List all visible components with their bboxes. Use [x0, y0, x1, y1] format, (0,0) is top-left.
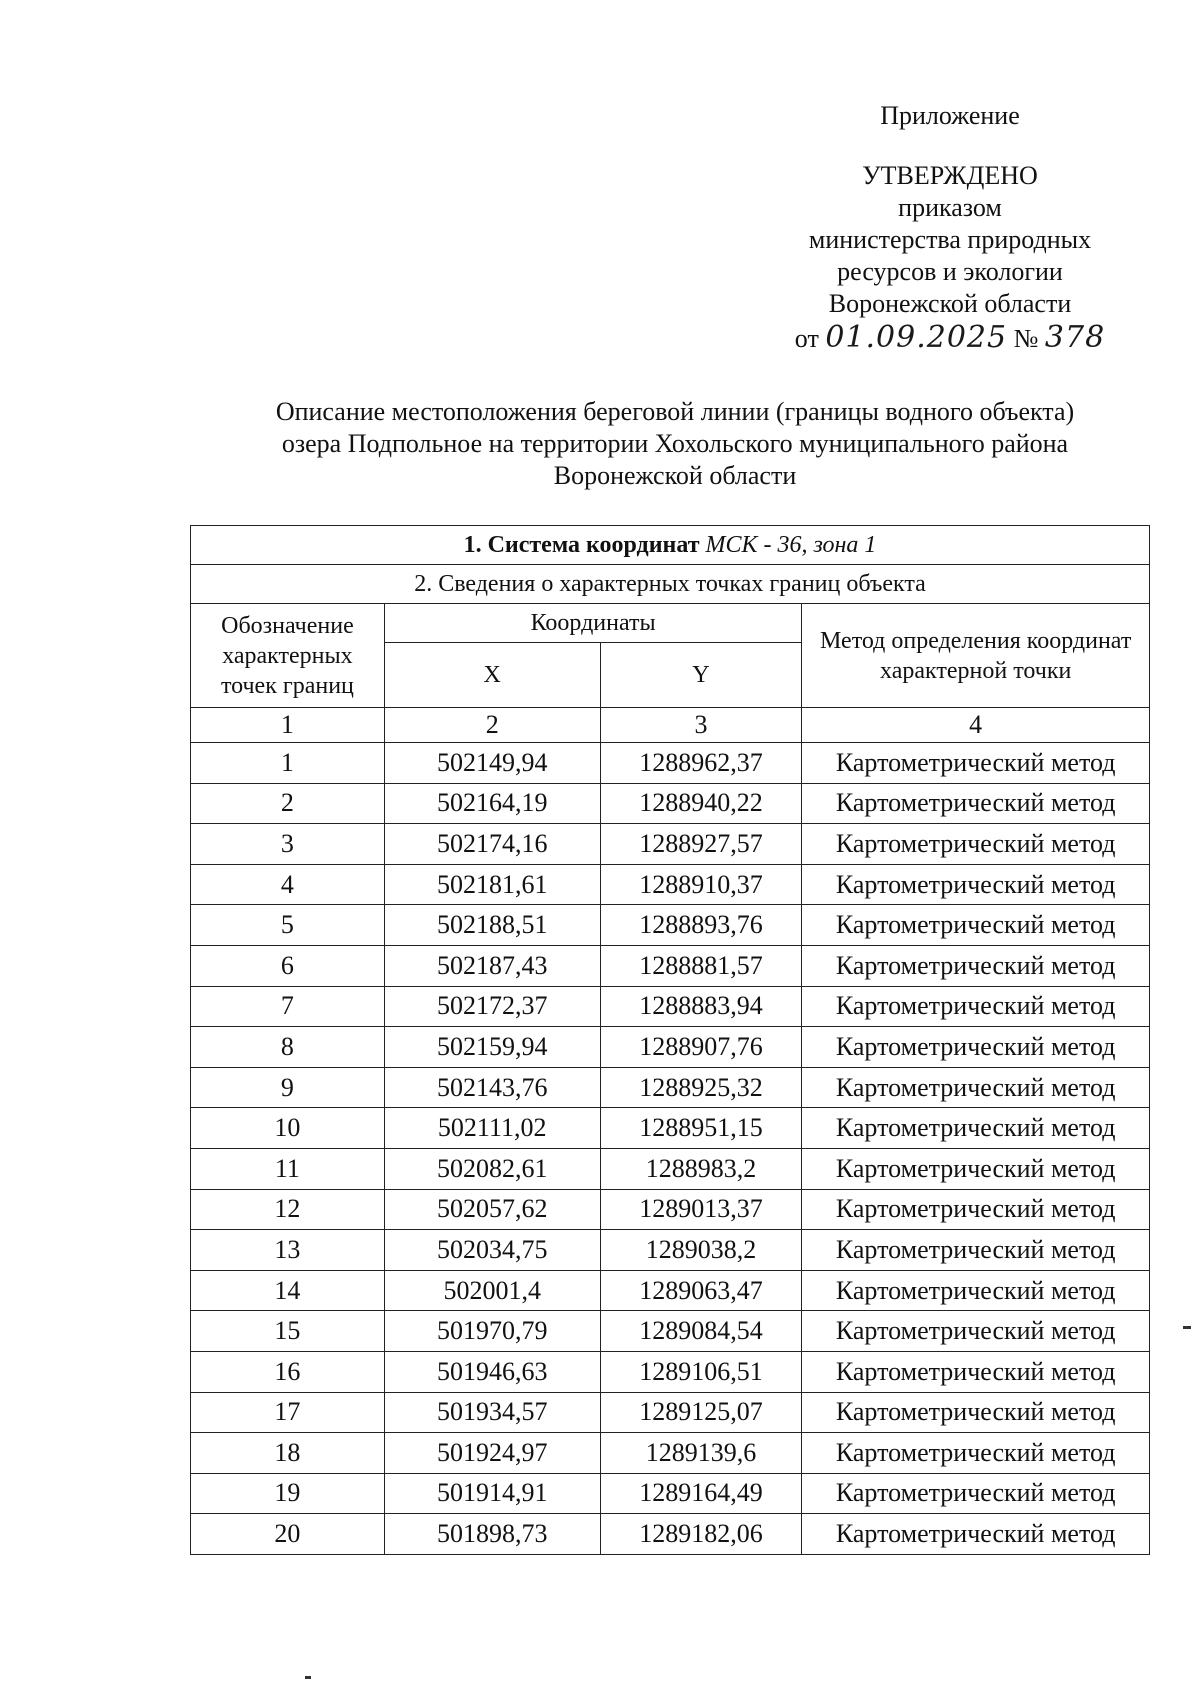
- method-cell: Картометрический метод: [802, 783, 1150, 824]
- table-row: [191, 1230, 1150, 1271]
- appendix-label: Приложение: [880, 101, 1020, 130]
- point-number-cell: 14: [191, 1270, 385, 1311]
- table-row: [191, 1027, 1150, 1068]
- x-coordinate-cell: 502149,94: [384, 743, 600, 784]
- method-cell: Картометрический метод: [802, 1514, 1150, 1555]
- y-coordinate-cell: 1288910,37: [600, 864, 802, 905]
- method-cell: Картометрический метод: [802, 1473, 1150, 1514]
- point-number-cell: 9: [191, 1067, 385, 1108]
- x-coordinate-cell: 502034,75: [384, 1230, 600, 1271]
- x-coordinate-cell: 502143,76: [384, 1067, 600, 1108]
- x-coordinate-cell: 501898,73: [384, 1514, 600, 1555]
- point-number-cell: 20: [191, 1514, 385, 1555]
- table-row: [191, 1148, 1150, 1189]
- method-cell: Картометрический метод: [802, 1433, 1150, 1474]
- section1-value: МСК - 36, зона 1: [705, 531, 877, 558]
- method-cell: Картометрический метод: [802, 1027, 1150, 1068]
- table-row: [191, 1392, 1150, 1433]
- y-coordinate-cell: 1288951,15: [600, 1108, 802, 1149]
- section2-label: 2. Сведения о характерных точках границ объекта: [191, 565, 1150, 604]
- title-line: Описание местоположения береговой линии (границы водного объекта): [275, 397, 1075, 426]
- point-number-cell: 13: [191, 1230, 385, 1271]
- x-coordinate-cell: 501914,91: [384, 1473, 600, 1514]
- document-title: [160, 396, 1190, 492]
- x-coordinate-cell: 501934,57: [384, 1392, 600, 1433]
- y-coordinate-cell: 1289013,37: [600, 1189, 802, 1230]
- method-cell: Картометрический метод: [802, 1067, 1150, 1108]
- table-row: [191, 743, 1150, 784]
- method-cell: Картометрический метод: [802, 1108, 1150, 1149]
- approved-label: УТВЕРЖДЕНО: [862, 161, 1038, 190]
- section-coordinate-system: [191, 526, 1150, 565]
- y-coordinate-cell: 1289182,06: [600, 1514, 802, 1555]
- column-number-row: [191, 708, 1150, 743]
- table-row: [191, 824, 1150, 865]
- point-number-cell: 1: [191, 743, 385, 784]
- header-method: Метод определения координат характерной точки: [802, 604, 1150, 708]
- x-coordinate-cell: 502187,43: [384, 945, 600, 986]
- method-cell: Картометрический метод: [802, 1148, 1150, 1189]
- point-number-cell: 19: [191, 1473, 385, 1514]
- header-x: X: [384, 643, 600, 708]
- method-cell: Картометрический метод: [802, 1230, 1150, 1271]
- point-number-cell: 3: [191, 824, 385, 865]
- point-number-cell: 5: [191, 905, 385, 946]
- table-row: [191, 1108, 1150, 1149]
- y-coordinate-cell: 1288962,37: [600, 743, 802, 784]
- table-row: [191, 1514, 1150, 1555]
- x-coordinate-cell: 502057,62: [384, 1189, 600, 1230]
- x-coordinate-cell: 502181,61: [384, 864, 600, 905]
- header-point: Обозначение характерных точек границ: [191, 604, 385, 708]
- x-coordinate-cell: 502159,94: [384, 1027, 600, 1068]
- table-row: [191, 1351, 1150, 1392]
- coordinates-table: [190, 525, 1150, 1555]
- table-row: [191, 864, 1150, 905]
- method-cell: Картометрический метод: [802, 986, 1150, 1027]
- column-number: 4: [802, 708, 1150, 743]
- title-line: озера Подпольное на территории Хохольского муниципального района: [281, 429, 1069, 458]
- y-coordinate-cell: 1288881,57: [600, 945, 802, 986]
- table-row: [191, 1433, 1150, 1474]
- point-number-cell: 7: [191, 986, 385, 1027]
- y-coordinate-cell: 1288893,76: [600, 905, 802, 946]
- y-coordinate-cell: 1289063,47: [600, 1270, 802, 1311]
- point-number-cell: 6: [191, 945, 385, 986]
- y-coordinate-cell: 1289125,07: [600, 1392, 802, 1433]
- approval-line: Воронежской области: [828, 289, 1072, 318]
- table-row: [191, 1270, 1150, 1311]
- x-coordinate-cell: 502001,4: [384, 1270, 600, 1311]
- column-number: 2: [384, 708, 600, 743]
- method-cell: Картометрический метод: [802, 864, 1150, 905]
- x-coordinate-cell: 501946,63: [384, 1351, 600, 1392]
- table-row: [191, 1311, 1150, 1352]
- method-cell: Картометрический метод: [802, 1189, 1150, 1230]
- order-date: 01.09.2025: [825, 320, 1008, 355]
- point-number-cell: 12: [191, 1189, 385, 1230]
- y-coordinate-cell: 1288927,57: [600, 824, 802, 865]
- approval-line: приказом: [898, 193, 1002, 222]
- date-prefix: от: [794, 324, 819, 353]
- scan-mark: [1183, 1326, 1191, 1329]
- x-coordinate-cell: 502174,16: [384, 824, 600, 865]
- method-cell: Картометрический метод: [802, 743, 1150, 784]
- table-header-row: [191, 604, 1150, 643]
- table-row: [191, 905, 1150, 946]
- method-cell: Картометрический метод: [802, 1270, 1150, 1311]
- y-coordinate-cell: 1288883,94: [600, 986, 802, 1027]
- method-cell: Картометрический метод: [802, 1392, 1150, 1433]
- number-prefix: №: [1013, 324, 1039, 353]
- y-coordinate-cell: 1289106,51: [600, 1351, 802, 1392]
- y-coordinate-cell: 1289139,6: [600, 1433, 802, 1474]
- order-number: 378: [1044, 320, 1106, 355]
- section1-label: 1. Система координат: [463, 531, 700, 558]
- point-number-cell: 17: [191, 1392, 385, 1433]
- method-cell: Картометрический метод: [802, 1351, 1150, 1392]
- section-points: [191, 565, 1150, 604]
- x-coordinate-cell: 502111,02: [384, 1108, 600, 1149]
- approval-line: ресурсов и экологии: [837, 257, 1063, 286]
- approval-block: [760, 100, 1140, 355]
- point-number-cell: 8: [191, 1027, 385, 1068]
- x-coordinate-cell: 502164,19: [384, 783, 600, 824]
- table-row: [191, 1067, 1150, 1108]
- x-coordinate-cell: 501924,97: [384, 1433, 600, 1474]
- table-row: [191, 783, 1150, 824]
- point-number-cell: 11: [191, 1148, 385, 1189]
- table-row: [191, 1189, 1150, 1230]
- column-number: 3: [600, 708, 802, 743]
- x-coordinate-cell: 502082,61: [384, 1148, 600, 1189]
- method-cell: Картометрический метод: [802, 905, 1150, 946]
- method-cell: Картометрический метод: [802, 945, 1150, 986]
- method-cell: Картометрический метод: [802, 824, 1150, 865]
- point-number-cell: 18: [191, 1433, 385, 1474]
- header-y: Y: [600, 643, 802, 708]
- y-coordinate-cell: 1289164,49: [600, 1473, 802, 1514]
- point-number-cell: 4: [191, 864, 385, 905]
- order-date-line: [760, 322, 1140, 355]
- header-coordinates: Координаты: [384, 604, 802, 643]
- y-coordinate-cell: 1288925,32: [600, 1067, 802, 1108]
- y-coordinate-cell: 1288983,2: [600, 1148, 802, 1189]
- y-coordinate-cell: 1289038,2: [600, 1230, 802, 1271]
- x-coordinate-cell: 502172,37: [384, 986, 600, 1027]
- method-cell: Картометрический метод: [802, 1311, 1150, 1352]
- column-number: 1: [191, 708, 385, 743]
- y-coordinate-cell: 1288907,76: [600, 1027, 802, 1068]
- approval-line: министерства природных: [808, 225, 1092, 254]
- table-row: [191, 986, 1150, 1027]
- x-coordinate-cell: 501970,79: [384, 1311, 600, 1352]
- title-line: Воронежской области: [553, 461, 797, 490]
- y-coordinate-cell: 1289084,54: [600, 1311, 802, 1352]
- y-coordinate-cell: 1288940,22: [600, 783, 802, 824]
- point-number-cell: 16: [191, 1351, 385, 1392]
- scan-mark: [305, 1676, 311, 1679]
- table-row: [191, 945, 1150, 986]
- table-row: [191, 1473, 1150, 1514]
- point-number-cell: 15: [191, 1311, 385, 1352]
- point-number-cell: 10: [191, 1108, 385, 1149]
- point-number-cell: 2: [191, 783, 385, 824]
- x-coordinate-cell: 502188,51: [384, 905, 600, 946]
